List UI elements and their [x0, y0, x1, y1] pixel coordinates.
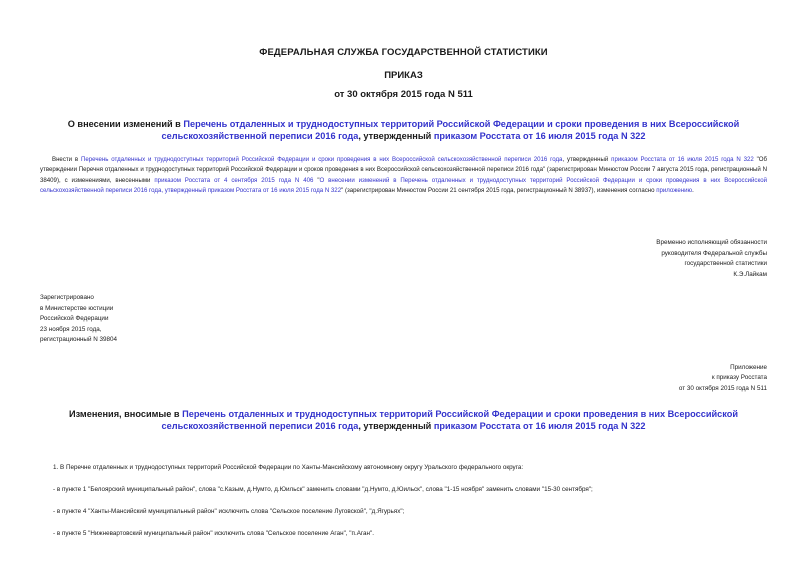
- body-text: .: [692, 187, 694, 195]
- registration-line: в Министерстве юстиции: [40, 304, 114, 312]
- body-order-406-link[interactable]: приказом Росстата от 4 сентября 2015 года N 406: [154, 176, 314, 184]
- changes-list-link[interactable]: Перечень отдаленных и труднодоступных территорий Российской Федерации и сроки проведения в них Всероссийской сельскохозяйственной переписи 2016 года: [161, 409, 738, 431]
- registration-line: Зарегистрировано: [40, 294, 94, 301]
- changes-title: [40, 408, 767, 432]
- signature-line: государственной статистики: [684, 260, 767, 267]
- registration-line: 23 ноября 2015 года,: [40, 325, 102, 333]
- body-appendix-link[interactable]: приложению: [656, 187, 693, 195]
- title-list-link[interactable]: Перечень отдаленных и труднодоступных территорий Российской Федерации и сроки проведения в них Всероссийской сельскохозяйственной переписи 2016 года: [161, 119, 740, 141]
- body-text: "Об утверждении Перечня отдаленных и труднодоступных территорий Российской Федерации и сроков проведения в них Всероссийской сельскохозяйственной переписи 2016 года" (зарегистрирован Минюстом России 7 августа 2015 года, регистрационный N 38409), с изменениями, внесенными: [40, 156, 768, 184]
- body-order-322-link[interactable]: приказом Росстата от 16 июля 2015 года N 322: [611, 156, 754, 163]
- registration-line: регистрационный N 39804: [40, 336, 118, 343]
- body-list-link[interactable]: Перечень отдаленных и труднодоступных территорий Российской Федерации и сроки проведения в них Всероссийской сельскохозяйственной переписи 2016 года: [81, 156, 563, 163]
- body-paragraph: [40, 155, 767, 197]
- title-prefix: О внесении изменений в: [67, 119, 184, 129]
- appendix-line: от 30 октября 2015 года N 511: [678, 384, 767, 392]
- body-amendment-link[interactable]: О внесении изменений в Перечень отдаленных и труднодоступных территорий Российской Федерации и сроки проведения в них Всероссийской сельскохозяйственной переписи 2016 года, утвержденный приказом Росстата от 16 июля 2015 года N 322: [40, 176, 767, 195]
- organization-heading: ФЕДЕРАЛЬНАЯ СЛУЖБА ГОСУДАРСТВЕННОЙ СТАТИСТИКИ: [259, 47, 548, 58]
- signature-line: руководителя Федеральной службы: [661, 249, 767, 257]
- registration-block: [40, 293, 117, 346]
- body-text: , утвержденный: [562, 156, 612, 163]
- document-title: [40, 118, 767, 142]
- change-item: - в пункте 4 "Ханты-Мансийский муниципальный район" исключить слова "Сельское поселение Луговской", "д.Ягурьях";: [53, 508, 405, 515]
- changes-order-link[interactable]: приказом Росстата от 16 июля 2015 года N 322: [433, 421, 646, 431]
- appendix-block: [679, 363, 767, 394]
- title-order-link[interactable]: приказом Росстата от 16 июля 2015 года N 322: [433, 131, 646, 141]
- appendix-line: к приказу Росстата: [711, 374, 767, 382]
- change-item: - в пункте 1 "Белоярский муниципальный район", слова "с.Казым, д.Нумто, д.Юильск" заменить словами "д.Нумто, д.Юильск", слова "1-15 ноября" заменить словами "15-30 сентября";: [53, 486, 593, 493]
- registration-line: Российской Федерации: [40, 315, 109, 322]
- signature-line: Временно исполняющий обязанности: [656, 239, 767, 246]
- body-text: ": [313, 176, 320, 184]
- appendix-line: Приложение: [730, 364, 767, 371]
- changes-title-mid: , утвержденный: [358, 421, 434, 431]
- changes-title-prefix: Изменения, вносимые в: [68, 409, 183, 419]
- order-date: от 30 октября 2015 года N 511: [334, 89, 473, 100]
- order-heading: ПРИКАЗ: [384, 70, 423, 81]
- change-item: 1. В Перечне отдаленных и труднодоступных территорий Российской Федерации по Ханты-Мансийскому автономному округу Уральского федерального округа:: [53, 464, 524, 471]
- signature-name: К.Э.Лайкам: [733, 270, 767, 278]
- change-item: - в пункте 5 "Нижневартовский муниципальный район" исключить слова "Сельское поселение Аган", "п.Аган".: [53, 530, 375, 537]
- title-mid: , утвержденный: [358, 131, 434, 141]
- body-text: " (зарегистрирован Минюстом России 21 сентября 2015 года, регистрационный N 38937), изменения согласно: [341, 187, 657, 195]
- body-text: Внести в: [52, 156, 81, 163]
- signature-block: [656, 238, 767, 280]
